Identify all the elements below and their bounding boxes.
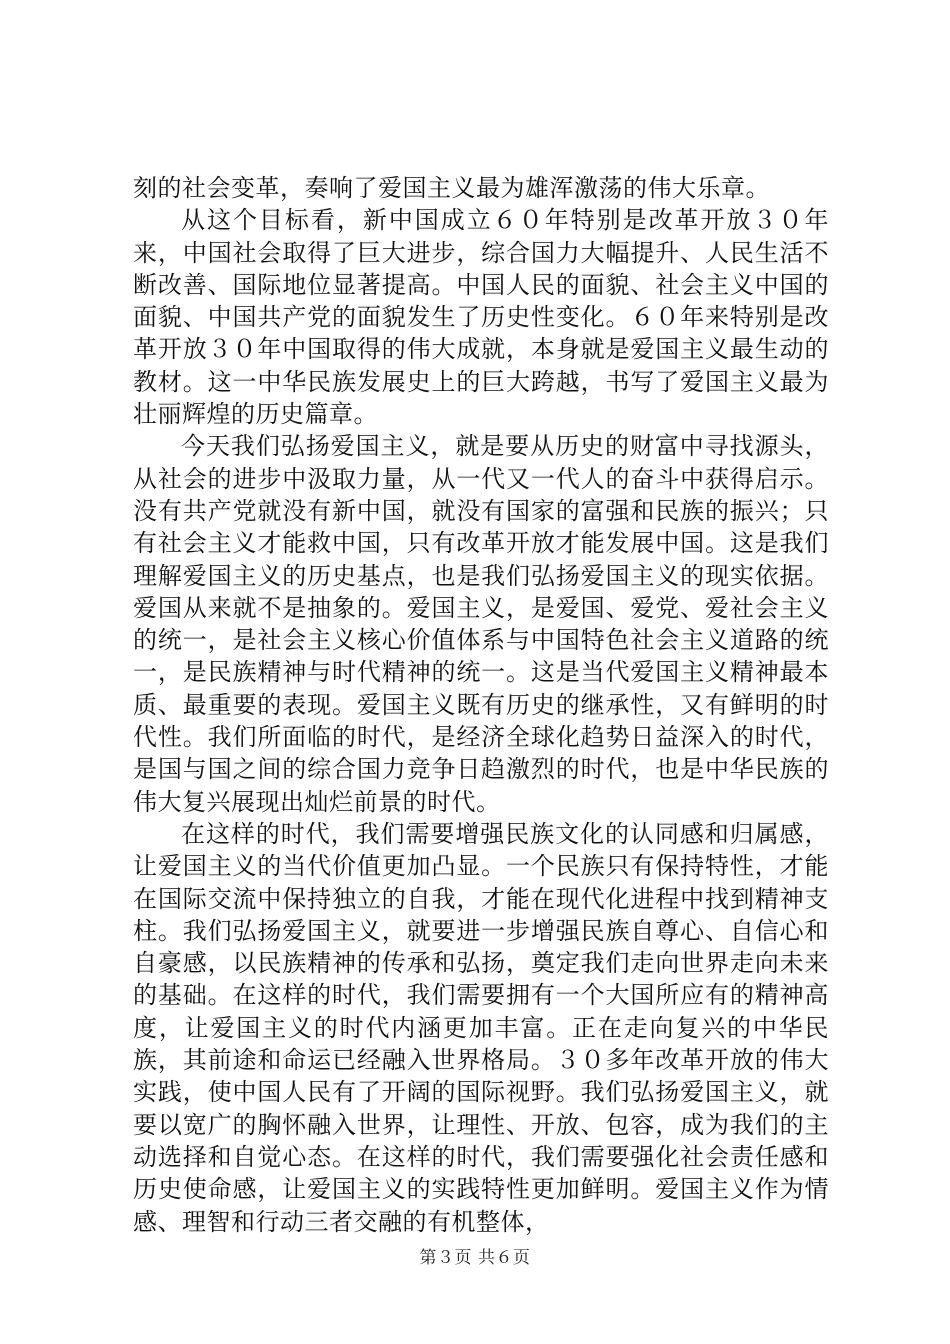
paragraph-3: 今天我们弘扬爱国主义，就是要从历史的财富中寻找源头，从社会的进步中汲取力量，从一代又一代人的奋斗中获得启示。没有共产党就没有新中国，就没有国家的富强和民族的振兴；只有社会主义才能救中国，只有改革开放才能发展中国。这是我们理解爱国主义的历史基点，也是我们弘扬爱国主义的现实依据。爱国从来就不是抽象的。爱国主义，是爱国、爱党、爱社会主义的统一，是社会主义核心价值体系与中国特色社会主义道路的统一，是民族精神与时代精神的统一。这是当代爱国主义精神最本质、最重要的表现。爱国主义既有历史的继承性，又有鲜明的时代性。我们所面临的时代，是经济全球化趋势日益深入的时代，是国与国之间的综合国力竞争日趋激烈的时代，也是中华民族的伟大复兴展现出灿烂前景的时代。 — [133, 432, 829, 816]
page-footer: 第３页 共６页 — [419, 1248, 531, 1268]
body-text — [133, 172, 829, 1238]
paragraph-2: 从这个目标看，新中国成立６０年特别是改革开放３０年来，中国社会取得了巨大进步，综合国力大幅提升、人民生活不断改善、国际地位显著提高。中国人民的面貌、社会主义中国的面貌、中国共产党的面貌发生了历史性变化。６０年来特别是改革开放３０年中国取得的伟大成就，本身就是爱国主义最生动的教材。这一中华民族发展史上的巨大跨越，书写了爱国主义最为壮丽辉煌的历史篇章。 — [133, 206, 829, 429]
paragraph-1: 刻的社会变革，奏响了爱国主义最为雄浑激荡的伟大乐章。 — [133, 174, 770, 202]
paragraph-4: 在这样的时代，我们需要增强民族文化的认同感和归属感，让爱国主义的当代价值更加凸显。一个民族只有保持特性，才能在国际交流中保持独立的自我，才能在现代化进程中找到精神支柱。我们弘扬爱国主义，就要进一步增强民族自尊心、自信心和自豪感，以民族精神的传承和弘扬，奠定我们走向世界走向未来的基础。在这样的时代，我们需要拥有一个大国所应有的精神高度，让爱国主义的时代内涵更加丰富。正在走向复兴的中华民族，其前途和命运已经融入世界格局。３０多年改革开放的伟大实践，使中国人民有了开阔的国际视野。我们弘扬爱国主义，就要以宽广的胸怀融入世界，让理性、开放、包容，成为我们的主动选择和自觉心态。在这样的时代，我们需要强化社会责任感和历史使命感，让爱国主义的实践特性更加鲜明。爱国主义作为情感、理智和行动三者交融的有机整体， — [133, 819, 829, 1236]
